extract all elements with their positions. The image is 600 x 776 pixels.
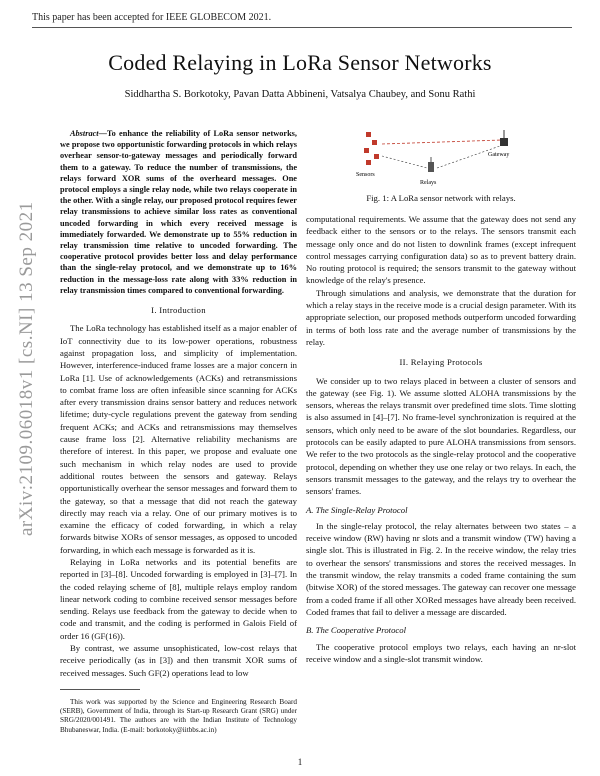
paper-title: Coded Relaying in LoRa Sensor Networks xyxy=(108,50,492,75)
arxiv-stamp: arXiv:2109.06018v1 [cs.NI] 13 Sep 2021 xyxy=(16,201,37,536)
network-figure xyxy=(352,126,532,192)
relay-box xyxy=(428,162,434,172)
author-list: Siddhartha S. Borkotoky, Pavan Datta Abbineni, Vatsalya Chaubey, and Sonu Rathi xyxy=(124,89,476,100)
section-heading-introduction: I. Introduction xyxy=(151,305,206,316)
figure-caption: Fig. 1: A LoRa sensor network with relays. xyxy=(366,193,516,203)
subsection-cooperative: B. The Cooperative Protocol xyxy=(306,625,407,636)
intro-paragraph-2: Relaying in LoRa networks and its potential benefits are reported in [3]–[8]. Uncoded forwarding is employed in [3]–[7]. In the coded relaying scheme of [8], multiple relays employ random linear network coding to combine received sensor messages before sending. Relays use feedback from the gateway to decide when to code and transmit, and the coding is performed in Galois Field of order 16 (GF(16)). xyxy=(60,556,297,641)
single-relay-paragraph: In the single-relay protocol, the relay alternates between two states – a receive window (RW) having nr slots and a transmit window (TW) having a single slot. This is illustrated in Fig. 2. In the receive window, the relay tries to overhear the sensors' transmissions and stores the received messages. In the transmit window, the relay transmits a coded frame containing the sum (bitwise XOR) of the stored messages. The gateway can recover one message from a coded frame if all other XORed messages have already been received. Coded frames that fail to deliver a message are discarded. xyxy=(306,520,576,617)
label-sensors: Sensors xyxy=(356,172,375,178)
gateway-box xyxy=(500,138,508,146)
gateway-node xyxy=(500,130,508,146)
right-paragraph-1: computational requirements. We assume that the gateway does not send any feedback either to the sensors or to the relays. The sensors transmit each message only once and do not listen to downlink frames (except infrequent control messages carrying configuration data) so as to prevent battery drain. No routing protocol is required; the sensors transmit to the gateway without knowledge of the relay's presence. xyxy=(306,214,576,286)
left-column xyxy=(60,128,297,735)
relaying-paragraph-1: We consider up to two relays placed in between a cluster of sensors and the gateway (see Fig. 1). We assume slotted ALOHA transmissions by the sensors, whereas the relays transmit over predefined time slots. Time slotting is also assumed in [4]–[7]. No frame-level synchronization is required at the sensors, which only need to be aware of the slot boundaries. Regardless, our protocols can be easily adapted to pure ALOHA transmissions from sensors. We refer to the two protocols as the single-relay protocol and the cooperative protocol, depending on whether they use one relay or two relays. In each, the sensors transmit messages to the gateway, and the relays try to overhear the sensors' frames. xyxy=(306,375,576,497)
sensor-node xyxy=(366,132,371,137)
network-diagram xyxy=(352,126,532,192)
label-relays: Relays xyxy=(420,180,437,186)
acceptance-banner: This paper has been accepted for IEEE GLOBECOM 2021. xyxy=(32,12,272,23)
page-number: 1 xyxy=(297,757,303,767)
cooperative-paragraph: The cooperative protocol employs two relays, each having an nr-slot receive window and a single-slot transmit window. xyxy=(306,641,576,664)
relay-node xyxy=(428,157,434,172)
abstract-label: Abstract— xyxy=(70,129,107,138)
right-paragraph-2: Through simulations and analysis, we demonstrate that the duration for which a relay stays in the receive mode is a crucial design parameter. With its appropriate selection, our proposed methods outperform uncoded forwarding in terms of both loss rate and the average number of transmissions by the relay. xyxy=(306,287,576,347)
section-heading-relaying: II. Relaying Protocols xyxy=(399,357,483,368)
footnote-rule xyxy=(60,689,140,690)
intro-paragraph-1: The LoRa technology has established itself as a major enabler of IoT connectivity due to its low-power operations, robustness against propagation loss, and simplicity of implementation. However, interference-induced frame losses are a major concern in LoRa [1]. Use of acknowledgements (ACKs) and retransmissions to combat frame loss are often infeasible since scanning for ACKs after every transmission drains sensor battery and reduces network lifetime; duty-cycle regulations prevent the gateway from sending frequent ACKs; and ACKs and retransmissions may themselves cause frame loss [2]. Alternative reliability mechanisms are therefore of interest. In this paper, we propose and evaluate one such mechanism in which relay nodes are used to provide additional routes between the sensors and gateway. Relays opportunistically overhear the sensor messages and forward them to the gateway, so that a message that did not reach the gateway directly may reach via a relay. One of our primary motives is to examine the efficacy of coded forwarding, in which a relay forwards bitwise XORs of sensor messages, as opposed to uncoded forwarding, in which each message is forwarded as it is. xyxy=(60,323,297,555)
header-rule xyxy=(32,27,572,28)
footnote: This work was supported by the Science and Engineering Research Board (SERB), Government of India, through its Start-up Research Grant (SRG) under SRG/2020/001491. The authors are with the Indian Institute of Technology Bhubaneswar, India. (E-mail: borkotoky@iitbbs.ac.in) xyxy=(60,697,297,734)
sensor-node xyxy=(366,160,371,165)
right-column xyxy=(306,213,576,665)
sensor-node xyxy=(364,148,369,153)
abstract xyxy=(60,128,297,296)
sensor-node xyxy=(372,140,377,145)
abstract-text: To enhance the reliability of LoRa sensor networks, we propose two opportunistic forwarding protocols in which relays overhear sensor-to-gateway messages and periodically forward them to a gateway. To reduce the number of transmissions, the relays forward XOR sums of the overheard messages. One protocol employs a single relay node, while two relays cooperate in the other. With a single relay, our proposed protocol requires fewer relay transmissions to achieve similar loss rates as conventional uncoded forwarding in which every received message is immediately forwarded. We demonstrate up to 55% reduction in relay transmission time relative to uncoded forwarding. The cooperative protocol provides better loss and delay performance than the single-relay protocol, and we demonstrate up to 16% reduction in the message-loss rate along with 33% reduction in relay transmission times compared to conventional forwarding. xyxy=(60,129,297,295)
label-gateway: Gateway xyxy=(488,152,510,158)
intro-paragraph-3: By contrast, we assume unsophisticated, low-cost relays that receive periodically (as in [3]) and then transmit XOR sums of received messages. Such GF(2) operations lead to low xyxy=(60,643,297,678)
subsection-single-relay: A. The Single-Relay Protocol xyxy=(306,504,408,515)
sensor-cluster xyxy=(364,132,379,165)
relay-link xyxy=(382,156,427,168)
direct-link xyxy=(382,140,502,144)
sensor-node xyxy=(374,154,379,159)
